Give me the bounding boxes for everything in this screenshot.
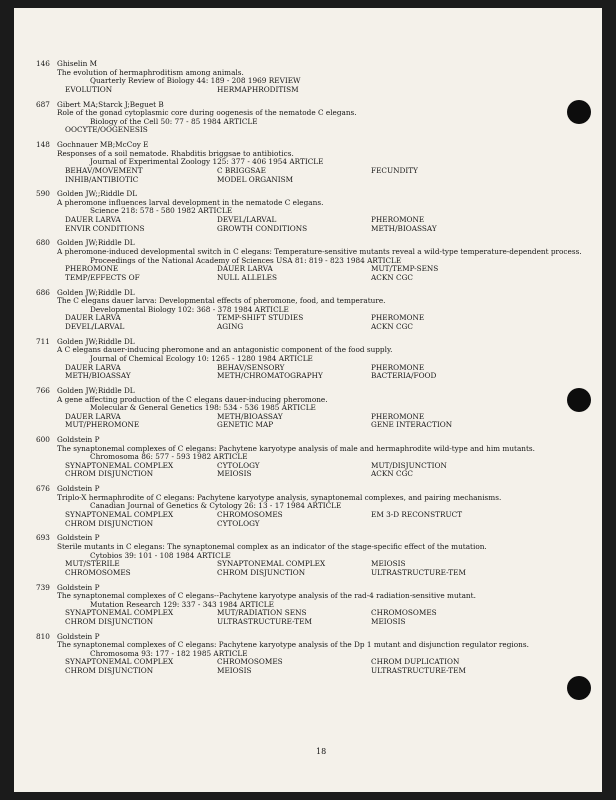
entry-author: Gibert MA;Starck J;Beguet B [57, 99, 164, 109]
entry-author: Golden JW;;Riddle DL [57, 189, 138, 199]
keyword: SYNAPTONEMAL COMPLEX [217, 559, 326, 569]
keyword: BEHAV/MOVEMENT [65, 165, 143, 175]
entry-source: Biology of the Cell 50: 77 - 85 1984 ARTICLE [90, 116, 258, 126]
keyword [371, 176, 576, 185]
keyword-row [65, 323, 576, 332]
entry-author: Golden JW;Riddle DL [57, 336, 135, 346]
bibliography-entry [36, 289, 576, 332]
keyword: FECUNDITY [371, 165, 418, 175]
entry-title: The evolution of hermaphroditism among animals. [57, 67, 244, 77]
entry-number: 590 [36, 189, 50, 199]
entry-author: Goldstein P [57, 435, 100, 445]
entry-number: 680 [36, 238, 50, 248]
keyword-row [65, 421, 576, 430]
entry-number: 686 [36, 287, 50, 297]
keyword: TEMP-SHIFT STUDIES [217, 313, 304, 323]
keyword: PHEROMONE [371, 411, 425, 421]
entry-author: Ghiselin M [57, 59, 98, 68]
keyword: PHEROMONE [371, 313, 425, 323]
entry-source: Quarterly Review of Biology 44: 189 - 208 1969 REVIEW [90, 76, 301, 86]
keyword: CHROM DISJUNCTION [65, 469, 154, 479]
entry-title: The synaptonemal complexes of C elegans--Pachytene karyotype analysis of the rad-4 radiation-sensitive mutant. [57, 591, 476, 601]
bibliography-entry [36, 485, 576, 528]
keyword: MUT/TEMP-SENS [371, 264, 439, 274]
bibliography-list [36, 59, 582, 682]
keyword: BEHAV/SENSORY [217, 362, 285, 372]
entry-author: Goldstein P [57, 484, 100, 494]
keyword-row [65, 470, 576, 479]
keyword: MUT/PHEROMONE [65, 420, 140, 430]
entry-author: Golden JW;Riddle DL [57, 287, 135, 297]
keyword: MEIOSIS [217, 469, 252, 479]
entry-number: 766 [36, 385, 50, 395]
entry-author: Gochnauer MB;McCoy E [57, 140, 149, 150]
keyword-row [65, 86, 576, 95]
keyword: METH/BIOASSAY [217, 411, 283, 421]
entry-source: Journal of Experimental Zoology 125: 377 - 406 1954 ARTICLE [90, 157, 324, 167]
keyword-row [65, 176, 576, 185]
keyword: CHROMOSOMES [217, 510, 283, 519]
keyword: MODEL ORGANISM [217, 174, 294, 184]
keyword: DEVEL/LARVAL [217, 215, 277, 225]
bibliography-entry [36, 338, 576, 381]
keyword-row [65, 667, 576, 676]
keyword-row [65, 372, 576, 381]
keyword: HERMAPHRODITISM [217, 84, 299, 94]
keyword: METH/CHROMATOGRAPHY [217, 371, 323, 381]
entry-source: Journal of Chemical Ecology 10: 1265 - 1280 1984 ARTICLE [90, 353, 313, 363]
keyword: DAUER LARVA [65, 411, 121, 421]
keyword: ACKN CGC [371, 272, 414, 282]
keyword: CHROM DISJUNCTION [65, 666, 154, 676]
entry-source: Science 218: 578 - 580 1982 ARTICLE [90, 206, 233, 216]
keyword: SYNAPTONEMAL COMPLEX [65, 608, 174, 618]
entry-title: Triplo-X hermaphrodite of C elegans: Pachytene karyotype analysis, synaptonemal complexes, and pairing mechanisms. [57, 492, 502, 502]
keyword: ACKN CGC [371, 469, 414, 479]
document-page [14, 8, 602, 792]
keyword: CHROMOSOMES [217, 657, 283, 667]
keyword [217, 126, 371, 135]
entry-title: A pheromone influences larval development in the nematode C elegans. [57, 197, 324, 207]
keyword: CYTOLOGY [217, 518, 260, 528]
keyword-row [65, 569, 576, 578]
keyword: CHROM DISJUNCTION [65, 616, 154, 626]
keyword: TEMP/EFFECTS OF [65, 272, 140, 282]
keyword: ULTRASTRUCTURE-TEM [217, 616, 312, 626]
keyword: PHEROMONE [65, 264, 119, 274]
entry-title: Role of the gonad cytoplasmic core during oogenesis of the nematode C elegans. [57, 108, 357, 118]
keyword: PHEROMONE [371, 362, 425, 372]
bibliography-entry [36, 584, 576, 627]
bibliography-entry [36, 60, 576, 94]
keyword: SYNAPTONEMAL COMPLEX [65, 460, 174, 470]
bibliography-entry [36, 633, 576, 676]
keyword: ENVIR CONDITIONS [65, 223, 145, 233]
entry-number: 711 [36, 336, 50, 346]
page-number: 18 [316, 747, 327, 756]
keyword: MEIOSIS [371, 559, 406, 569]
keyword: C BRIGGSAE [217, 165, 266, 175]
keyword: SYNAPTONEMAL COMPLEX [65, 657, 174, 667]
entry-number: 600 [36, 435, 50, 445]
entry-number: 146 [36, 59, 50, 68]
keyword: GENE INTERACTION [371, 420, 453, 430]
keyword-row [65, 265, 576, 274]
entry-number: 148 [36, 140, 50, 150]
keyword [371, 86, 576, 95]
keyword-row [65, 274, 576, 283]
entry-title: Responses of a soil nematode. Rhabditis briggsae to antibiotics. [57, 148, 294, 158]
bibliography-entry [36, 190, 576, 233]
keyword: MEIOSIS [217, 666, 252, 676]
keyword-row [65, 520, 576, 529]
keyword: GENETIC MAP [217, 420, 274, 430]
keyword: SYNAPTONEMAL COMPLEX [65, 510, 174, 519]
keyword: CHROM DUPLICATION [371, 657, 460, 667]
keyword-row [65, 413, 576, 422]
keyword: DAUER LARVA [217, 264, 273, 274]
keyword: MUT/RADIATION SENS [217, 608, 307, 618]
entry-title: A gene affecting production of the C elegans dauer-inducing pheromone. [57, 394, 328, 404]
entry-author: Goldstein P [57, 533, 100, 543]
entry-title: A pheromone-induced developmental switch in C elegans: Temperature-sensitive mutants reveal a wild-type temperature-dependent process. [57, 247, 582, 257]
bibliography-entry [36, 534, 576, 577]
keyword: METH/BIOASSAY [371, 223, 437, 233]
entry-author: Golden JW;Riddle DL [57, 238, 135, 248]
entry-author: Goldstein P [57, 631, 100, 641]
entry-title: The synaptonemal complexes of C elegans: Pachytene karyotype analysis of the Dp 1 mutant and disjunction regulator regions. [57, 640, 529, 650]
entry-title: The C elegans dauer larva: Developmental effects of pheromone, food, and temperature. [57, 296, 386, 306]
keyword-row [65, 618, 576, 627]
keyword: EVOLUTION [65, 84, 113, 94]
keyword: MEIOSIS [371, 616, 406, 626]
entry-source: Developmental Biology 102: 368 - 378 1984 ARTICLE [90, 304, 289, 314]
keyword [371, 126, 576, 135]
entry-author: Goldstein P [57, 582, 100, 592]
keyword: CHROM DISJUNCTION [65, 518, 154, 528]
keyword-row [65, 314, 576, 323]
entry-number: 687 [36, 99, 50, 109]
entry-title: A C elegans dauer-inducing pheromone and an antagonistic component of the food supply. [57, 345, 393, 355]
keyword: OOCYTE/OOGENESIS [65, 125, 148, 135]
keyword: ULTRASTRUCTURE-TEM [371, 567, 466, 577]
keyword-row [65, 560, 576, 569]
keyword: PHEROMONE [371, 215, 425, 225]
entry-number: 739 [36, 582, 50, 592]
entry-source: Molecular & General Genetics 198: 534 - 536 1985 ARTICLE [90, 403, 316, 413]
entry-source: Cytobios 39: 101 - 108 1984 ARTICLE [90, 550, 231, 560]
bibliography-entry [36, 141, 576, 184]
entry-number: 810 [36, 631, 50, 641]
bibliography-entry [36, 387, 576, 430]
keyword: DEVEL/LARVAL [65, 321, 125, 331]
keyword: DAUER LARVA [65, 362, 121, 372]
keyword: CHROMOSOMES [65, 567, 131, 577]
keyword: CHROM DISJUNCTION [217, 567, 306, 577]
keyword: CYTOLOGY [217, 460, 260, 470]
keyword-row [65, 126, 576, 135]
bibliography-entry [36, 436, 576, 479]
keyword: INHIB/ANTIBIOTIC [65, 174, 139, 184]
keyword: NULL ALLELES [217, 272, 278, 282]
keyword: AGING [217, 321, 244, 331]
keyword: MUT/DISJUNCTION [371, 460, 447, 470]
entry-title: Sterile mutants in C elegans: The synaptonemal complex as an indicator of the stage-specific effect of the mutation. [57, 541, 487, 551]
entry-number: 693 [36, 533, 50, 543]
bibliography-entry [36, 238, 582, 282]
bibliography-entry [36, 101, 576, 135]
entry-title: The synaptonemal complexes of C elegans: Pachytene karyotype analysis of male and hermaphrodite wild-type and him mutants. [57, 443, 535, 453]
keyword: ACKN CGC [371, 321, 414, 331]
keyword-row [65, 225, 576, 234]
keyword: ULTRASTRUCTURE-TEM [371, 666, 466, 676]
keyword: DAUER LARVA [65, 313, 121, 323]
keyword: CHROMOSOMES [371, 608, 437, 618]
entry-source: Chromosoma 93: 177 - 182 1985 ARTICLE [90, 648, 248, 658]
entry-number: 676 [36, 484, 50, 494]
keyword: MUT/STERILE [65, 559, 120, 569]
keyword: METH/BIOASSAY [65, 371, 131, 381]
keyword: EM 3-D RECONSTRUCT [371, 510, 463, 519]
keyword: GROWTH CONDITIONS [217, 223, 308, 233]
keyword: DAUER LARVA [65, 215, 121, 225]
entry-source: Canadian Journal of Genetics & Cytology 26: 13 - 17 1984 ARTICLE [90, 501, 342, 511]
keyword: BACTERIA/FOOD [371, 371, 437, 381]
keyword-row [65, 167, 576, 176]
entry-author: Golden JW;Riddle DL [57, 385, 135, 395]
entry-source: Proceedings of the National Academy of Sciences USA 81: 819 - 823 1984 ARTICLE [90, 255, 402, 265]
entry-source: Mutation Research 129: 337 - 343 1984 ARTICLE [90, 599, 274, 609]
entry-source: Chromosoma 86: 577 - 593 1982 ARTICLE [90, 452, 248, 462]
keyword [371, 520, 576, 529]
